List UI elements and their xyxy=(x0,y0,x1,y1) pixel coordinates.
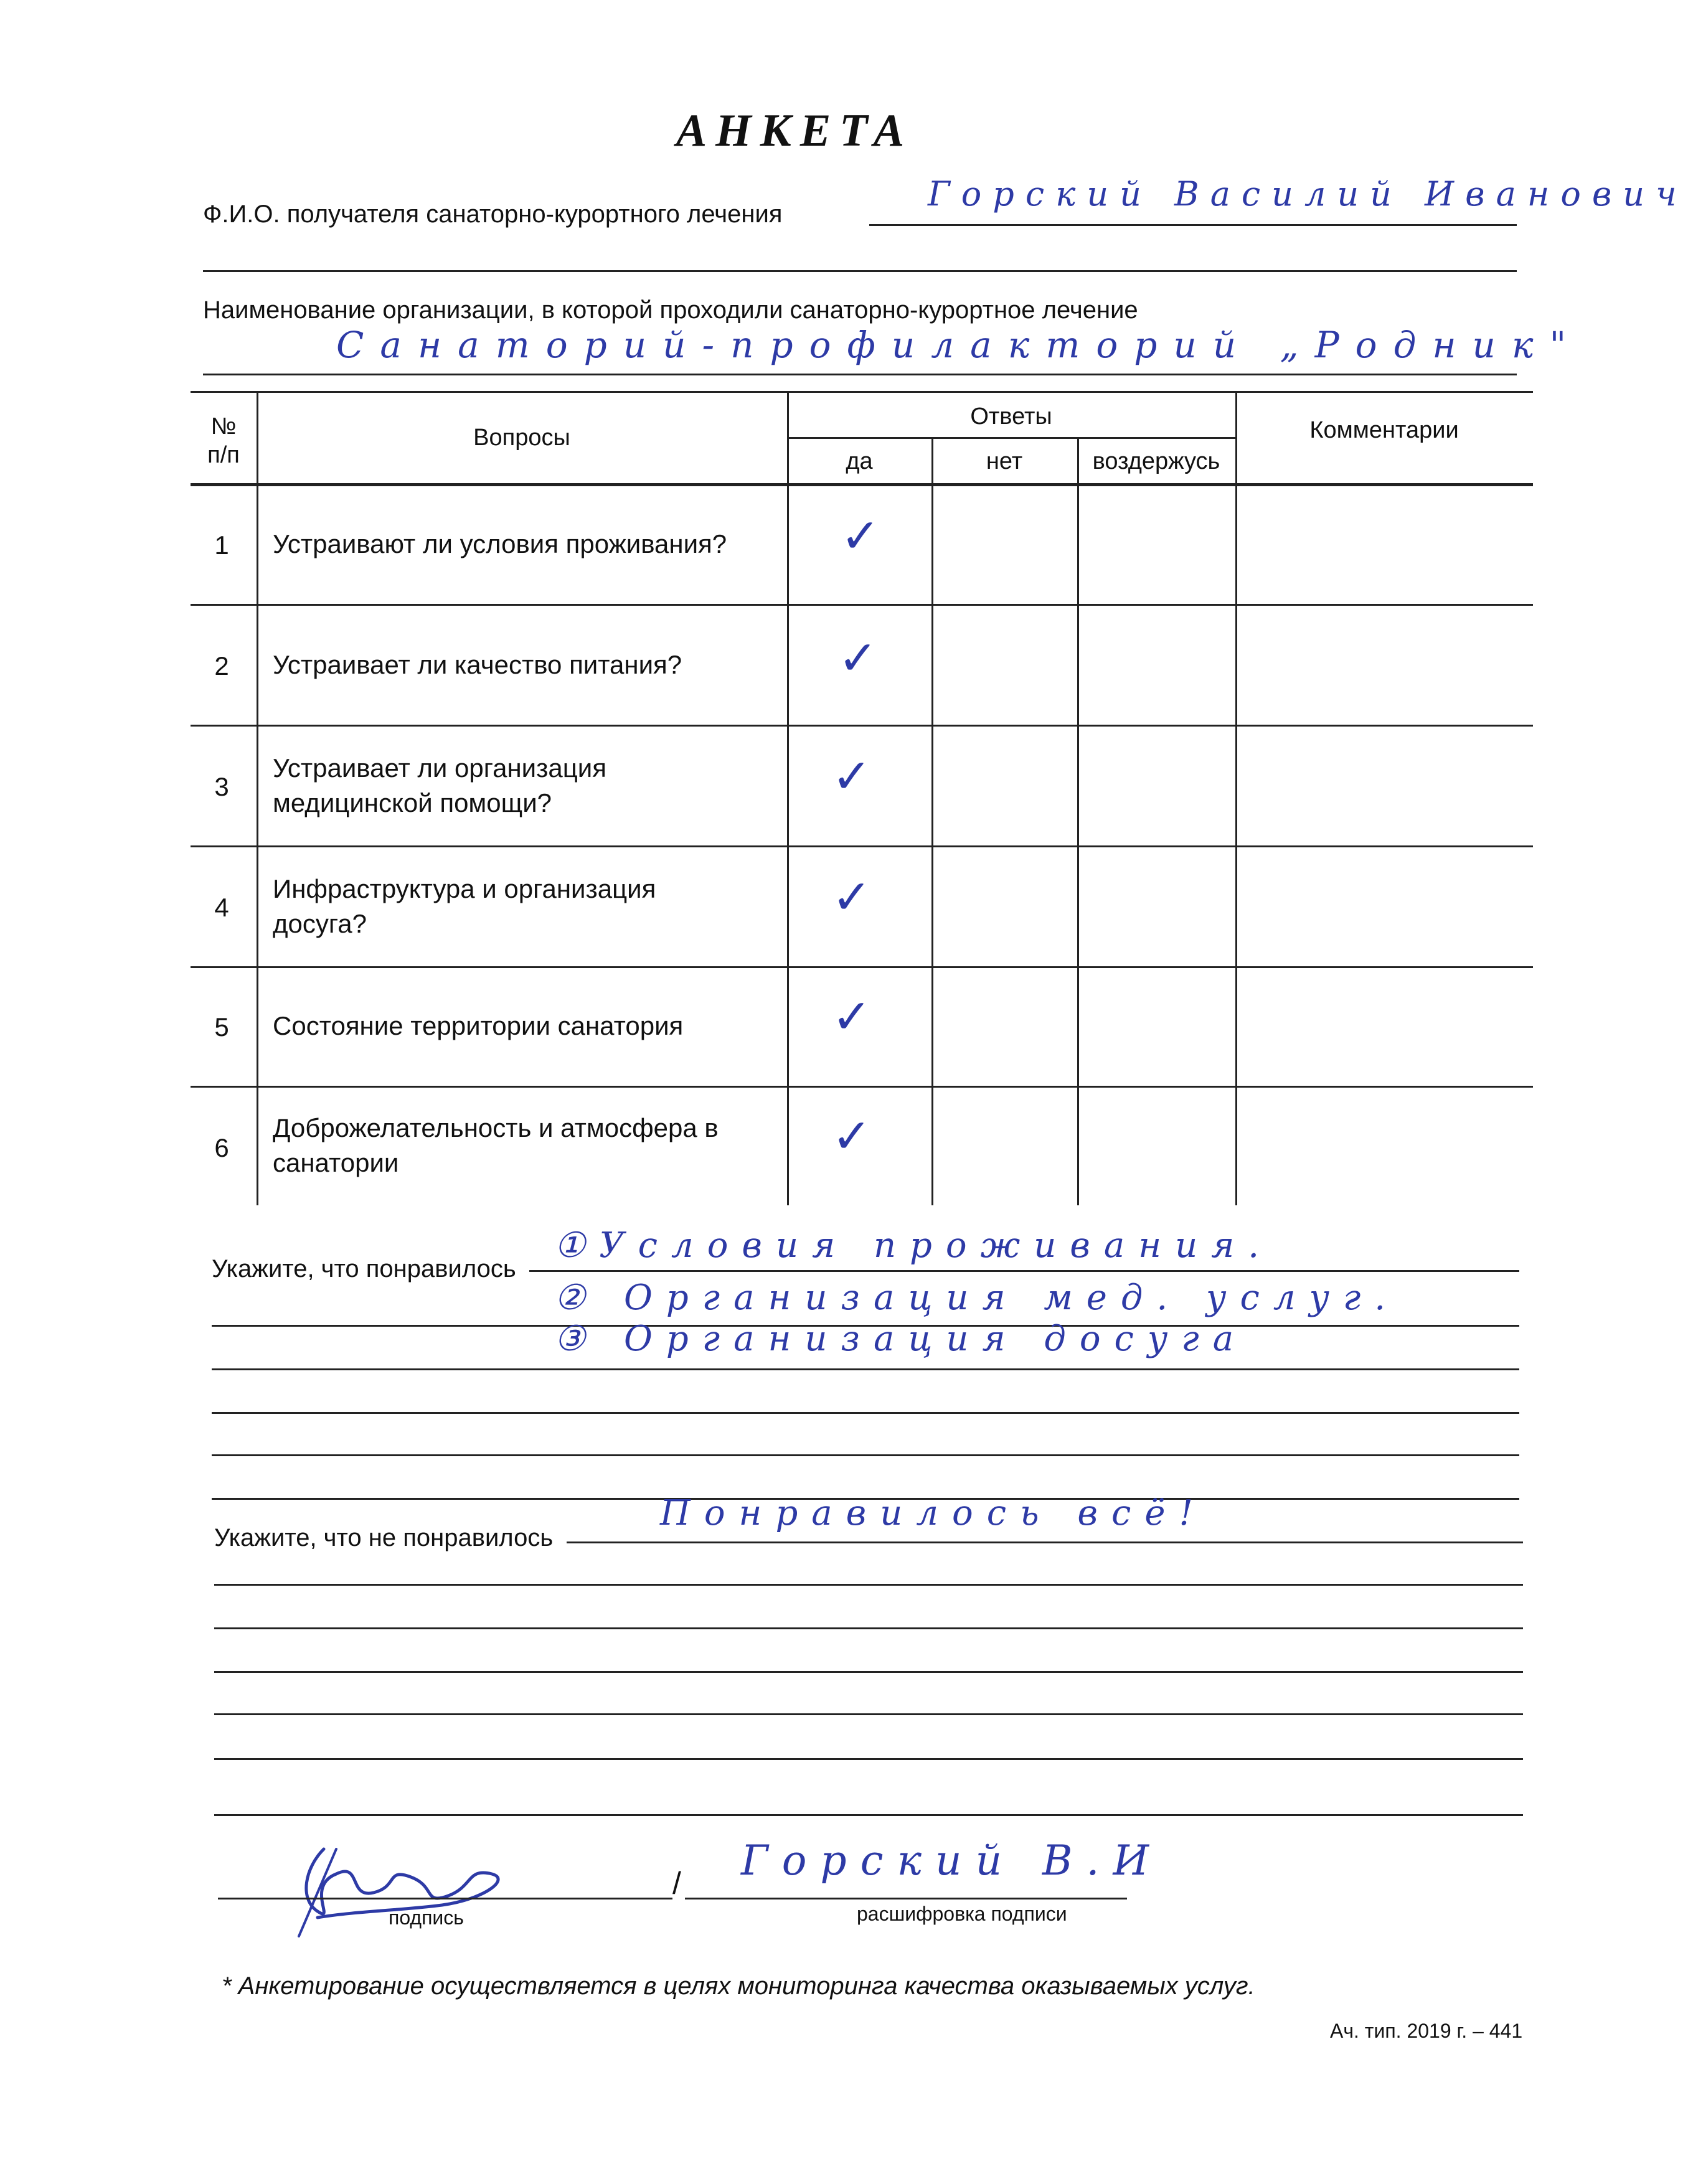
liked-answer-2[interactable]: ② Организация мед. услуг. xyxy=(554,1278,1400,1318)
row-number: 5 xyxy=(214,1012,229,1042)
footnote: * Анкетирование осуществляется в целях мониторинга качества оказываемых услуг. xyxy=(222,1972,1255,2000)
check-mark-icon[interactable]: ✓ xyxy=(838,630,878,685)
decoding-caption: расшифровка подписи xyxy=(857,1903,1067,1925)
row-question: Доброжелательность и атмосфера в санатории xyxy=(273,1113,719,1177)
signature-caption: подпись xyxy=(389,1906,464,1929)
page-title: АНКЕТА xyxy=(676,105,913,156)
decoding-line xyxy=(685,1898,1127,1899)
disliked-label: Укажите, что не понравилось xyxy=(214,1524,554,1551)
disliked-answer[interactable]: Понравилось всё! xyxy=(660,1493,1207,1533)
row-number: 2 xyxy=(214,651,229,680)
disliked-line-2 xyxy=(214,1584,1523,1586)
recipient-line xyxy=(869,224,1517,226)
check-mark-icon[interactable]: ✓ xyxy=(832,869,872,925)
organization-label: Наименование организации, в которой проходили санаторно-курортное лечение xyxy=(203,296,1138,324)
row-number: 6 xyxy=(214,1133,229,1162)
liked-answer-1[interactable]: ①Условия проживания. xyxy=(554,1225,1273,1266)
disliked-line-7 xyxy=(214,1814,1523,1816)
col-no-header: нет xyxy=(986,448,1023,474)
disliked-line-3 xyxy=(214,1627,1523,1629)
print-code: Ач. тип. 2019 г. – 441 xyxy=(1330,2020,1523,2042)
row-number: 4 xyxy=(214,893,229,922)
col-abstain-header: воздержусь xyxy=(1092,448,1220,474)
col-number-header: № п/п xyxy=(207,413,240,468)
signature-separator: / xyxy=(672,1866,681,1901)
recipient-label: Ф.И.О. получателя санаторно-курортного лечения xyxy=(203,200,783,228)
check-mark-icon[interactable]: ✓ xyxy=(832,989,872,1044)
signature-line xyxy=(218,1898,672,1899)
recipient-line-2 xyxy=(203,270,1517,272)
disliked-line-4 xyxy=(214,1671,1523,1673)
check-mark-icon[interactable]: ✓ xyxy=(832,748,872,804)
row-number: 1 xyxy=(214,530,229,560)
col-answers-header: Ответы xyxy=(970,403,1052,430)
disliked-line-6 xyxy=(214,1758,1523,1760)
signature-decoding-value[interactable]: Горский В.И xyxy=(741,1837,1163,1885)
col-comments-header: Комментарии xyxy=(1309,417,1459,443)
row-question: Инфраструктура и организация досуга? xyxy=(273,874,656,938)
questionnaire-table xyxy=(191,391,1533,1205)
col-yes-header: да xyxy=(846,448,873,474)
check-mark-icon[interactable]: ✓ xyxy=(841,508,880,563)
row-number: 3 xyxy=(214,772,229,801)
liked-line-5 xyxy=(212,1454,1519,1456)
liked-line-3 xyxy=(212,1368,1519,1370)
liked-line-1 xyxy=(529,1270,1519,1272)
disliked-line-1 xyxy=(567,1542,1523,1543)
row-question: Устраивает ли организация медицинской помощи? xyxy=(273,753,606,817)
check-mark-icon[interactable]: ✓ xyxy=(832,1108,872,1164)
liked-line-4 xyxy=(212,1412,1519,1414)
recipient-value[interactable]: Горский Василий Иванович xyxy=(928,174,1688,214)
row-question: Устраивают ли условия проживания? xyxy=(273,529,727,558)
row-question: Состояние территории санатория xyxy=(273,1011,684,1040)
liked-label: Укажите, что понравилось xyxy=(212,1255,516,1283)
row-question: Устраивает ли качество питания? xyxy=(273,650,682,679)
col-questions-header: Вопросы xyxy=(473,425,570,451)
disliked-line-5 xyxy=(214,1713,1523,1715)
organization-value[interactable]: Санаторий-профилакторий „Родник" xyxy=(336,324,1583,366)
organization-line xyxy=(203,374,1517,375)
liked-answer-3[interactable]: ③ Организация досуга xyxy=(554,1319,1248,1359)
